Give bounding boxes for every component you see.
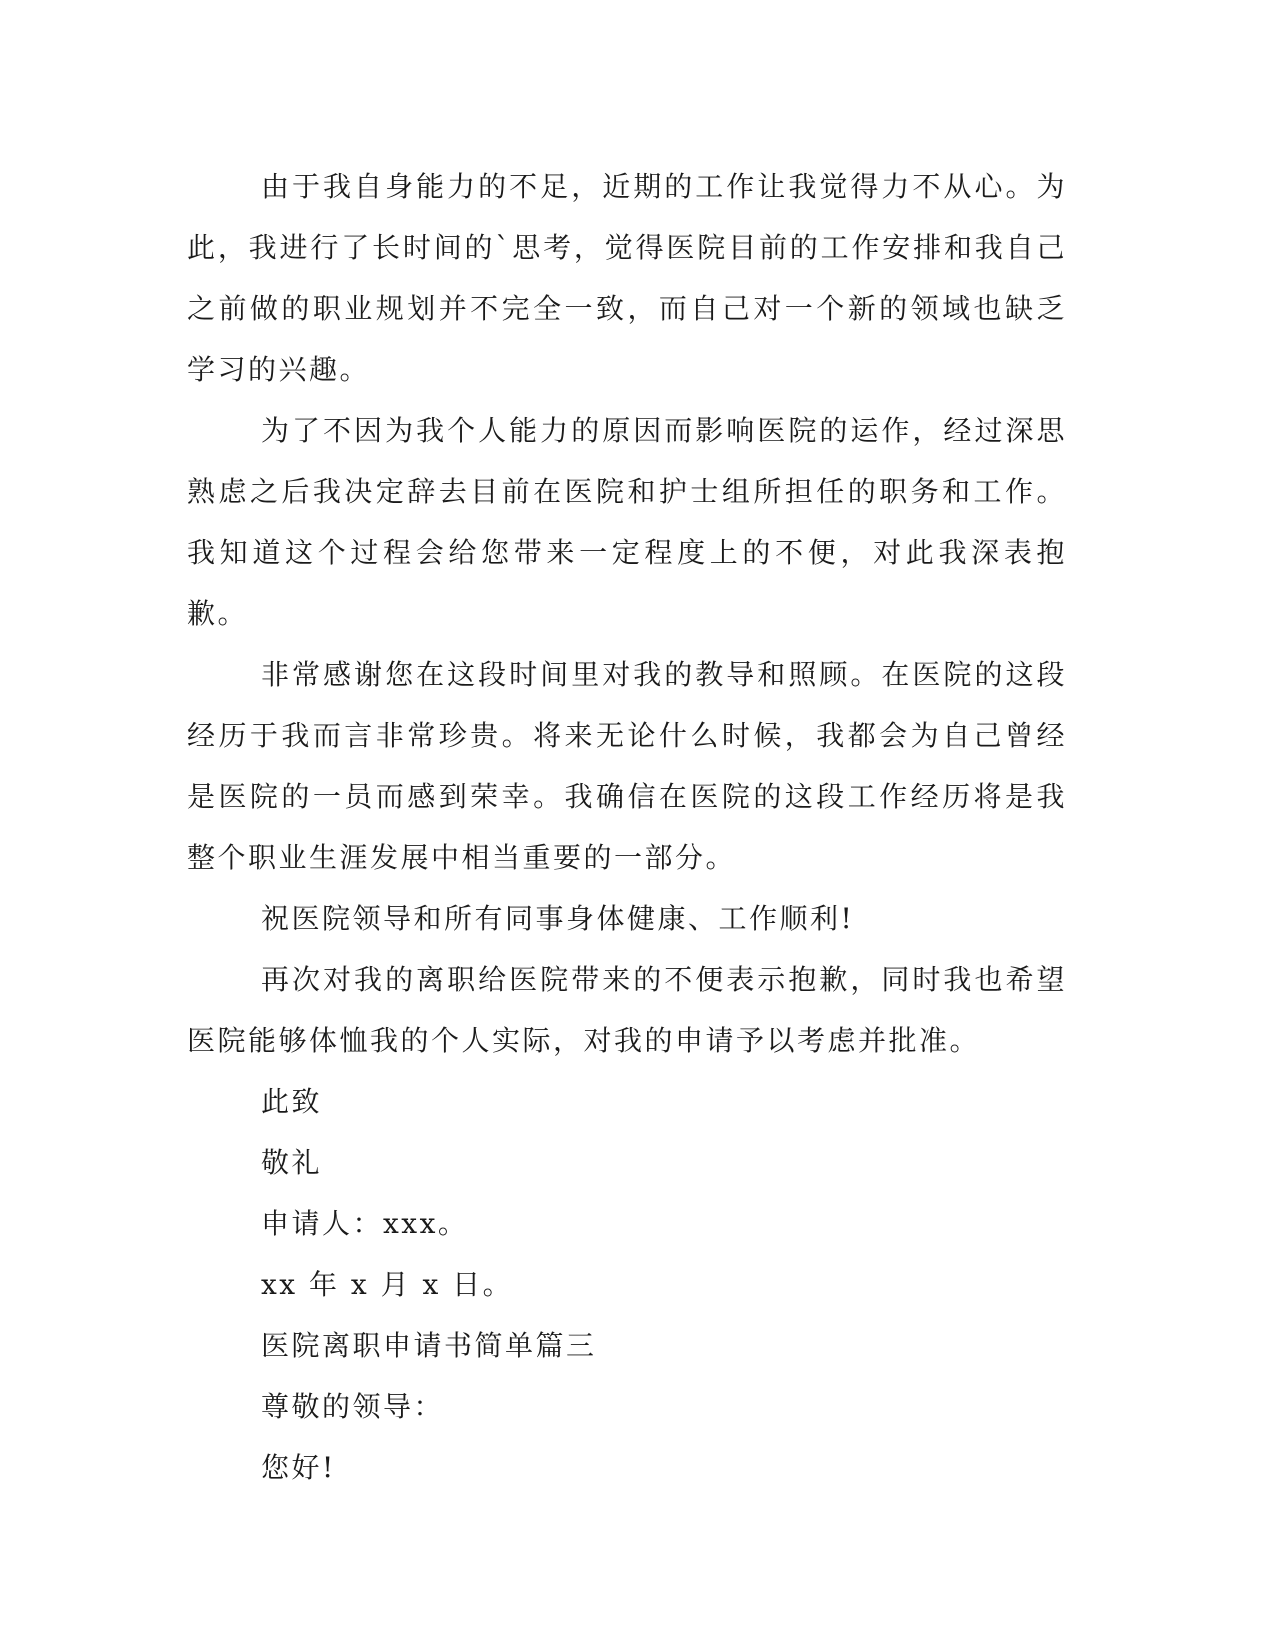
salute: 敬礼 [261, 1146, 323, 1179]
date: xx 年 x 月 x 日。 [261, 1268, 514, 1301]
next-letter-title: 医院离职申请书简单篇三 [261, 1329, 597, 1362]
applicant: 申请人：xxx。 [261, 1207, 469, 1240]
next-letter-hello: 您好! [261, 1451, 336, 1484]
paragraph-reason: 由于我自身能力的不足，近期的工作让我觉得力不从心。为此，我进行了长时间的`思考，觉得医院目前的工作安排和我自己之前做的职业规划并不完全一致，而自己对一个新的领域也缺乏学习的兴趣。 [187, 170, 1067, 386]
paragraph-thanks: 非常感谢您在这段时间里对我的教导和照顾。在医院的这段经历于我而言非常珍贵。将来无论什么时候，我都会为自己曾经是医院的一员而感到荣幸。我确信在医院的这段工作经历将是我整个职业生涯发展中相当重要的一部分。 [187, 658, 1067, 874]
paragraph-decision: 为了不因为我个人能力的原因而影响医院的运作，经过深思熟虑之后我决定辞去目前在医院和护士组所担任的职务和工作。我知道这个过程会给您带来一定程度上的不便，对此我深表抱歉。 [187, 414, 1067, 630]
paragraph-apology: 再次对我的离职给医院带来的不便表示抱歉，同时我也希望医院能够体恤我的个人实际，对我的申请予以考虑并批准。 [187, 963, 1067, 1057]
paragraph-wishes: 祝医院领导和所有同事身体健康、工作顺利! [261, 902, 855, 935]
letter-body [187, 156, 1067, 1498]
closing: 此致 [261, 1085, 323, 1118]
next-letter-greeting: 尊敬的领导： [261, 1390, 445, 1423]
